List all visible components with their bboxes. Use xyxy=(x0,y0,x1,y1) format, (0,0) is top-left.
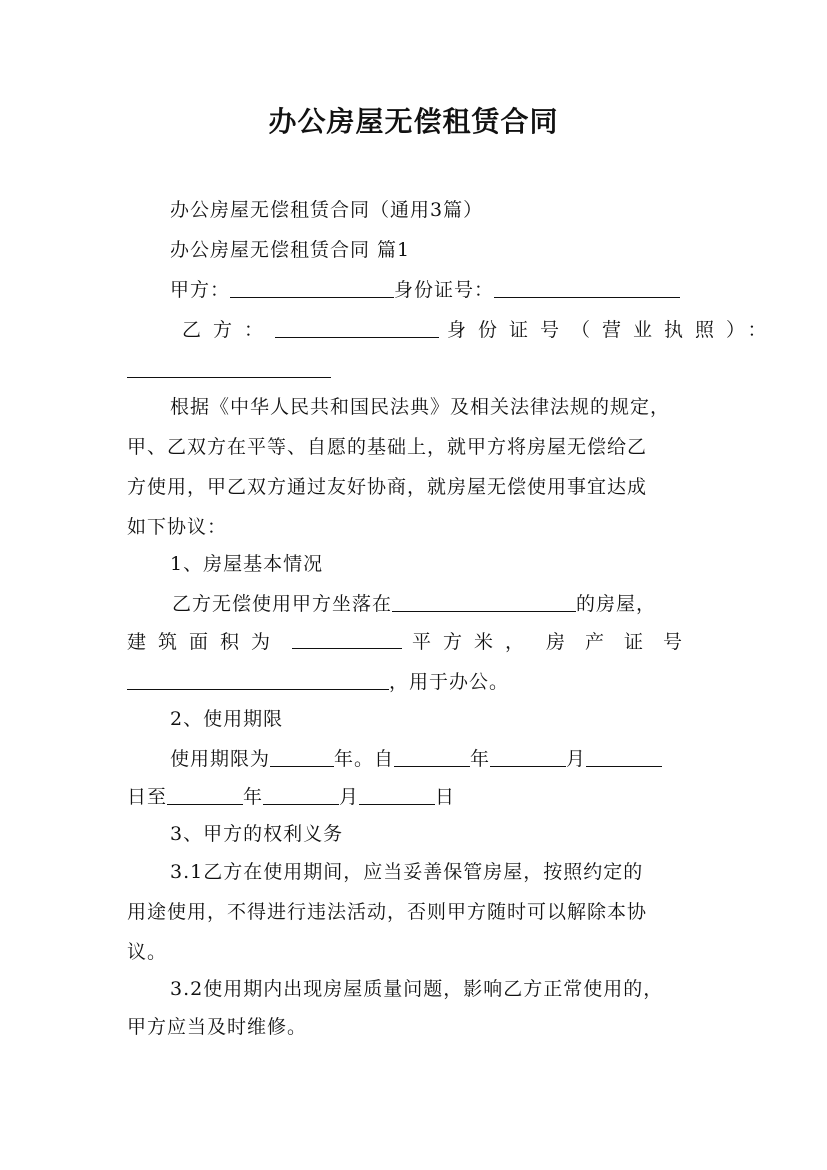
clause-3-1-line-1: 3.1乙方在使用期间，应当妥善保管房屋，按照约定的 xyxy=(170,861,644,883)
start-year-blank xyxy=(394,748,470,767)
clause-3-2-line-2: 甲方应当及时维修。 xyxy=(127,1016,308,1038)
end-month-blank xyxy=(263,786,339,805)
area-unit: 平方米， xyxy=(411,631,536,653)
start-day-to-label: 日至 xyxy=(127,786,168,808)
location-blank xyxy=(392,593,576,612)
start-day-blank xyxy=(586,748,662,767)
party-a-label: 甲方： xyxy=(170,279,231,301)
intro-line-3: 方使用，甲乙双方通过友好协商，就房屋无偿使用事宜达成 xyxy=(127,476,648,498)
clause-2-line-1 xyxy=(170,747,662,771)
intro-line-1: 根据《中华人民共和国民法典》及相关法律法规的规定， xyxy=(170,396,671,418)
end-month-unit: 月 xyxy=(339,786,360,808)
intro-line-4: 如下协议： xyxy=(127,516,228,538)
clause-1-house-text: 的房屋， xyxy=(576,593,657,615)
clause-3-1-line-2: 用途使用，不得进行违法活动，否则甲方随时可以解除本协 xyxy=(127,901,648,923)
clause-1-line-1 xyxy=(172,592,656,616)
party-b-id-line xyxy=(127,358,331,382)
deed-number-blank xyxy=(127,671,389,690)
deed-number-label: 房产证号 xyxy=(545,631,702,653)
party-b-line xyxy=(182,318,779,342)
party-a-line xyxy=(170,278,680,302)
party-a-blank xyxy=(230,279,394,298)
party-b-label: 乙方： xyxy=(182,319,276,341)
area-blank xyxy=(292,630,402,649)
document-subtitle: 办公房屋无偿租赁合同（通用3篇） xyxy=(170,199,484,221)
intro-line-2: 甲、乙双方在平等、自愿的基础上，就甲方将房屋无偿给乙 xyxy=(127,436,648,458)
term-label: 使用期限为 xyxy=(170,748,271,770)
end-year-blank xyxy=(167,786,243,805)
office-use-text: ，用于办公。 xyxy=(389,671,510,693)
section-heading: 办公房屋无偿租赁合同 篇1 xyxy=(170,239,411,261)
start-month-blank xyxy=(490,748,566,767)
party-b-id-blank xyxy=(127,359,331,378)
area-label: 建筑面积为 xyxy=(127,631,283,653)
clause-1-location-label: 乙方无偿使用甲方坐落在 xyxy=(172,593,393,615)
end-year-unit: 年 xyxy=(243,786,264,808)
party-b-blank xyxy=(275,319,439,338)
clause-1-line-2 xyxy=(127,630,702,654)
start-month-unit: 月 xyxy=(566,748,587,770)
party-a-id-blank xyxy=(494,279,680,298)
end-day-blank xyxy=(359,786,435,805)
clause-2-heading: 2、使用期限 xyxy=(170,708,284,730)
term-years-blank xyxy=(270,748,334,767)
term-from-label: 年。自 xyxy=(334,748,395,770)
clause-3-2-line-1: 3.2使用期内出现房屋质量问题，影响乙方正常使用的， xyxy=(170,978,664,1000)
end-day-unit: 日 xyxy=(435,786,456,808)
clause-3-1-line-3: 议。 xyxy=(127,941,168,963)
id-license-label: 身份证号（营业执照）： xyxy=(447,319,779,341)
start-year-unit: 年 xyxy=(470,748,491,770)
document-title: 办公房屋无偿租赁合同 xyxy=(268,105,559,138)
clause-1-line-3 xyxy=(127,670,509,694)
clause-1-heading: 1、房屋基本情况 xyxy=(170,553,324,575)
clause-3-heading: 3、甲方的权利义务 xyxy=(170,823,344,845)
clause-2-line-2 xyxy=(127,785,455,809)
id-label: 身份证号： xyxy=(394,279,495,301)
